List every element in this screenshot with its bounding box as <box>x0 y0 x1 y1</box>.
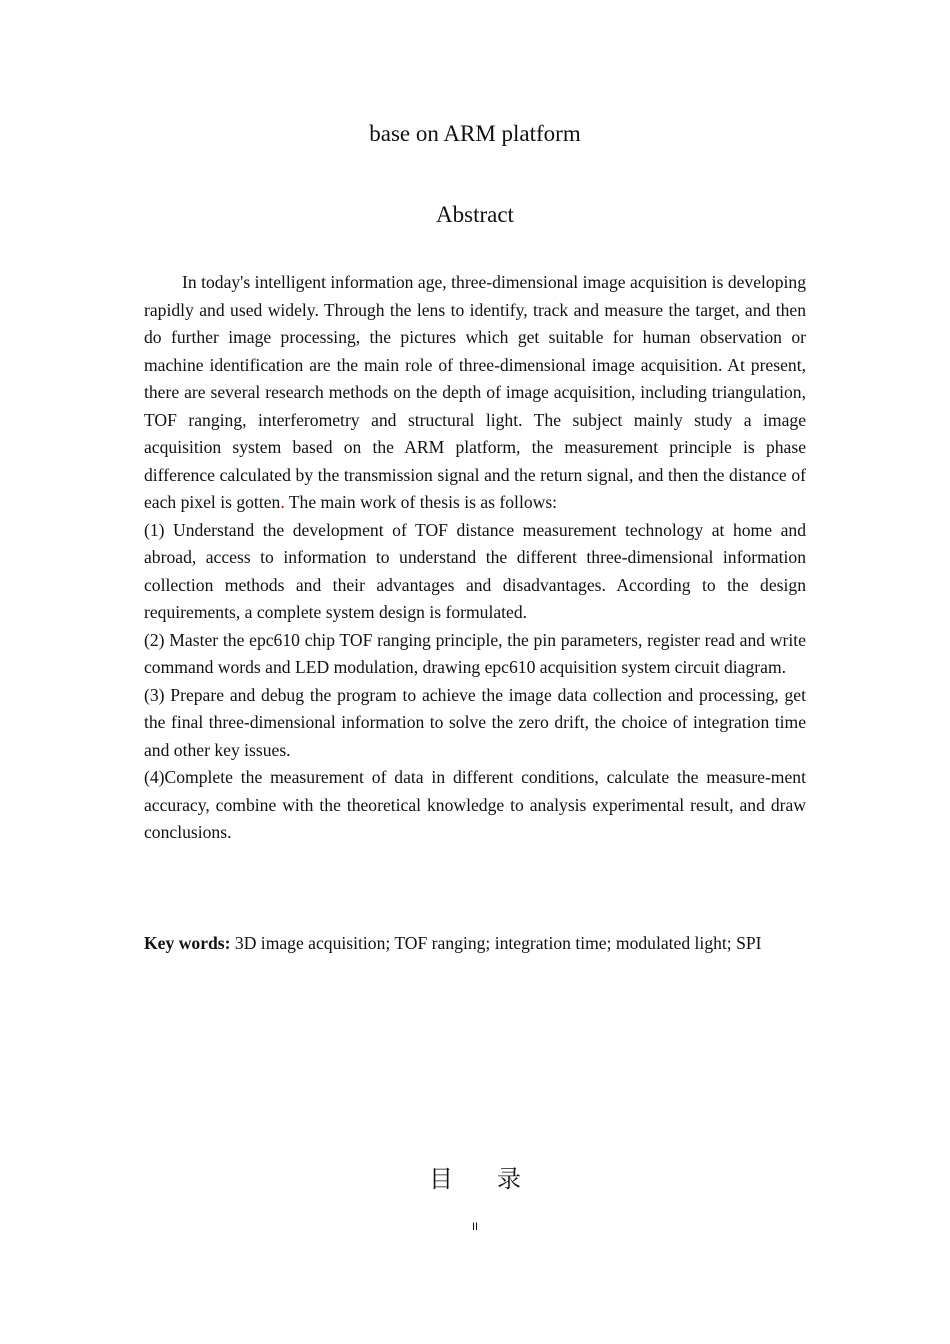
page-number: II <box>471 1221 479 1233</box>
keywords-text: 3D image acquisition; TOF ranging; integration time; modulated light; SPI <box>230 933 762 953</box>
highlighted-period: . <box>280 492 285 512</box>
abstract-body <box>144 269 806 847</box>
abstract-item-1: (1) Understand the development of TOF distance measurement technology at home and abroad, access to information to understand the different three-dimensional information collection methods and their advantages and disadvantages. According to the design requirements, a complete system design is formulated. <box>144 519 806 622</box>
keywords-label: Key words: <box>144 933 231 953</box>
keywords-line <box>144 930 824 958</box>
abstract-intro-tail: The main work of thesis is as follows: <box>284 492 558 512</box>
thesis-title-line: base on ARM platform <box>369 121 581 146</box>
abstract-intro-paragraph <box>144 269 806 517</box>
abstract-heading: Abstract <box>436 202 514 227</box>
abstract-item-2: (2) Master the epc610 chip TOF ranging principle, the pin parameters, register read and write command words and LED modulation, drawing epc610 acquisition system circuit diagram. <box>144 629 806 677</box>
abstract-intro-text: In today's intelligent information age, three-dimensional image acquisition is developing rapidly and used widely. Through the lens to identify, track and measure the target, and then do further image processing, the pictures which get suitable for human observation or machine identification are the main role of three-dimensional image acquisition. At present, there are several research methods on the depth of image acquisition, including triangulation, TOF ranging, interferometry and structural light. The subject mainly study a image acquisition system based on the ARM platform, the measurement principle is phase difference calculated by the transmission signal and the return signal, and then the distance of each pixel is gotten <box>144 272 806 512</box>
abstract-item-3: (3) Prepare and debug the program to achieve the image data collection and processing, get the final three-dimensional information to solve the zero drift, the choice of integration time and other key issues. <box>144 684 806 760</box>
table-of-contents-heading: 目录 <box>429 1165 565 1193</box>
abstract-item-4: (4)Complete the measurement of data in different conditions, calculate the measure-ment accuracy, combine with the theoretical knowledge to analysis experimental result, and draw conclusions. <box>144 767 806 842</box>
